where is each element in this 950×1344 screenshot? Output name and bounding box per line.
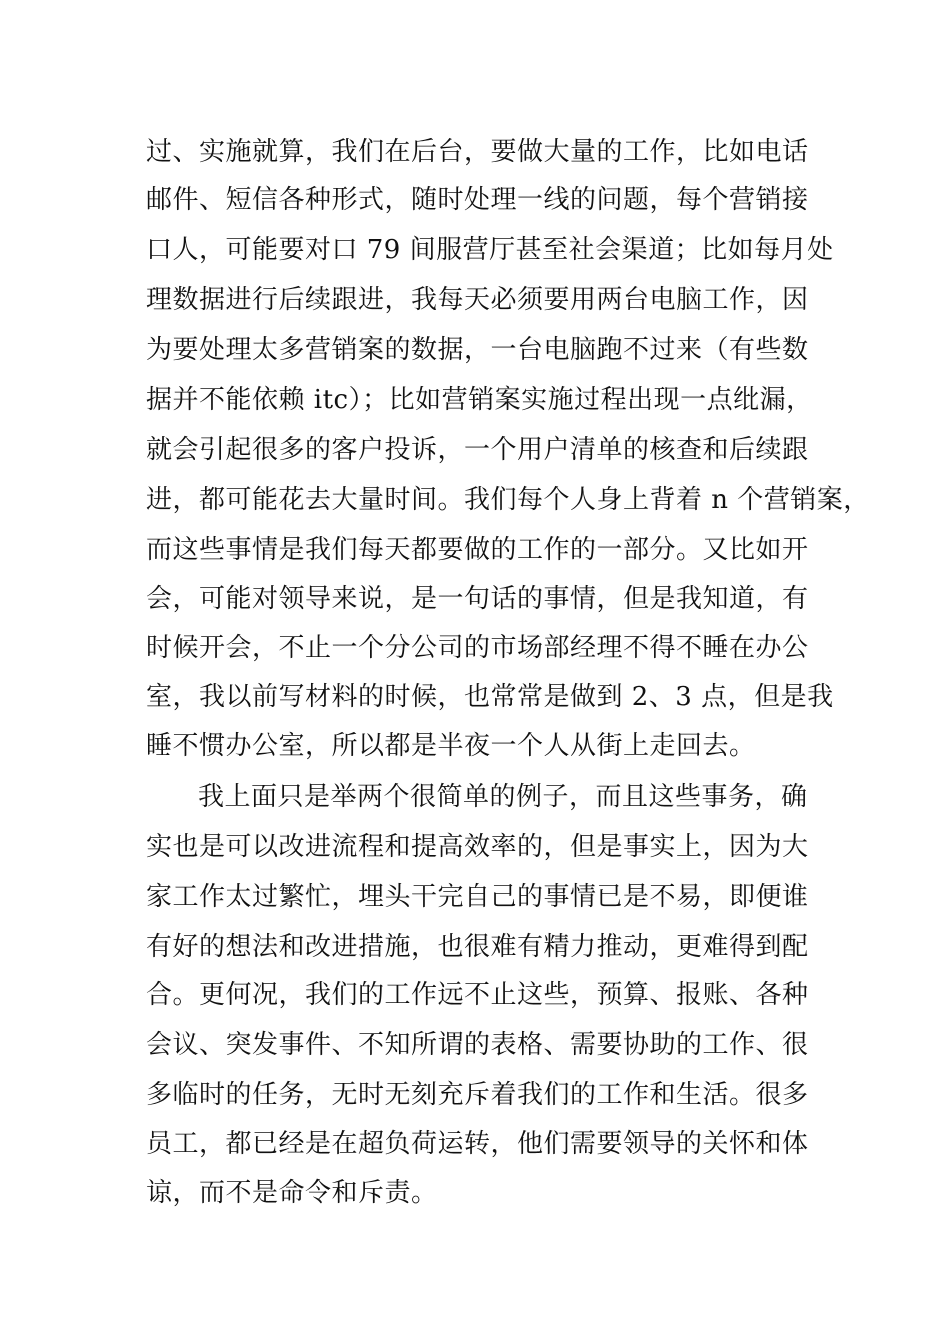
text-line: 会，可能对领导来说，是一句话的事情，但是我知道，有 bbox=[146, 584, 809, 614]
text-line: 据并不能依赖 itc）；比如营销案实施过程出现一点纰漏， bbox=[146, 385, 813, 415]
text-line: 时候开会，不止一个分公司的市场部经理不得不睡在办公 bbox=[146, 633, 809, 663]
text-line: 员工，都已经是在超负荷运转，他们需要领导的关怀和体 bbox=[146, 1129, 809, 1159]
text-line: 实也是可以改进流程和提高效率的，但是事实上，因为大 bbox=[146, 832, 809, 862]
text-line: 家工作太过繁忙，埋头干完自己的事情已是不易，即便谁 bbox=[146, 882, 809, 912]
text-line: 合。更何况，我们的工作远不止这些，预算、报账、各种 bbox=[146, 980, 809, 1010]
text-line: 室，我以前写材料的时候，也常常是做到 2、3 点，但是我 bbox=[146, 682, 834, 712]
text-line: 谅，而不是命令和斥责。 bbox=[146, 1178, 438, 1208]
text-line: 为要处理太多营销案的数据，一台电脑跑不过来（有些数 bbox=[146, 335, 809, 365]
text-line: 就会引起很多的客户投诉，一个用户清单的核查和后续跟 bbox=[146, 435, 809, 465]
text-line: 而这些事情是我们每天都要做的工作的一部分。又比如开 bbox=[146, 535, 809, 565]
text-line: 过、实施就算，我们在后台，要做大量的工作，比如电话 bbox=[146, 137, 809, 167]
text-line: 理数据进行后续跟进，我每天必须要用两台电脑工作，因 bbox=[146, 285, 809, 315]
text-line: 会议、突发事件、不知所谓的表格、需要协助的工作、很 bbox=[146, 1030, 809, 1060]
text-line: 口人，可能要对口 79 间服营厅甚至社会渠道；比如每月处 bbox=[146, 235, 834, 265]
text-line: 邮件、短信各种形式，随时处理一线的问题，每个营销接 bbox=[146, 185, 809, 215]
paragraph-first-line: 我上面只是举两个很简单的例子，而且这些事务，确 bbox=[198, 782, 808, 812]
text-line: 多临时的任务，无时无刻充斥着我们的工作和生活。很多 bbox=[146, 1080, 809, 1110]
text-line: 有好的想法和改进措施，也很难有精力推动，更难得到配 bbox=[146, 932, 809, 962]
text-line: 睡不惯办公室，所以都是半夜一个人从街上走回去。 bbox=[146, 731, 756, 761]
text-line: 进，都可能花去大量时间。我们每个人身上背着 n 个营销案， bbox=[146, 485, 870, 515]
